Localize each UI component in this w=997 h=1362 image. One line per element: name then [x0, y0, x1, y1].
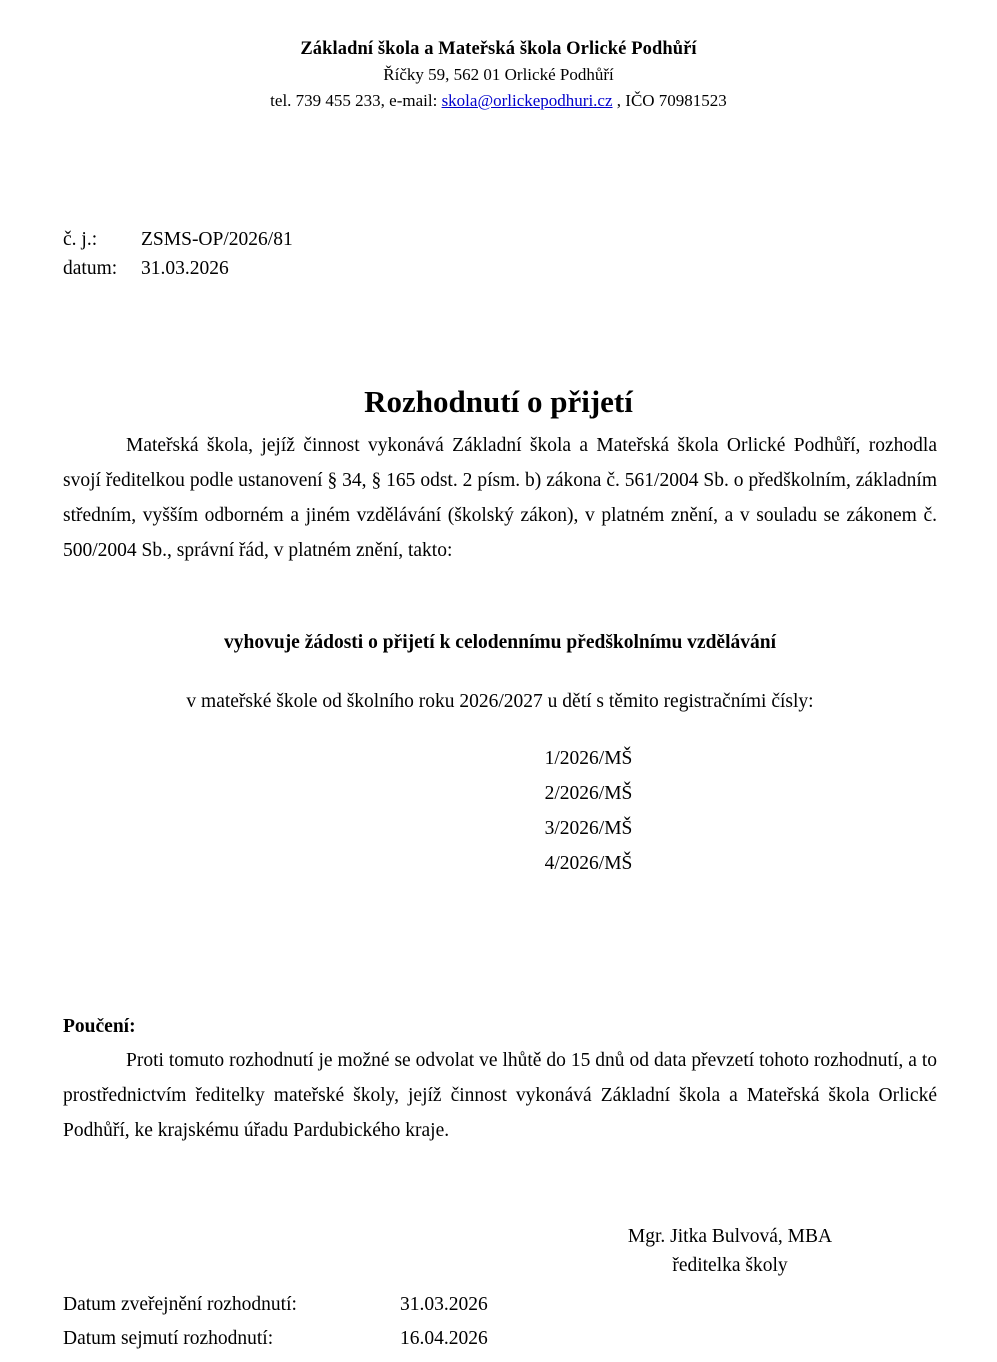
signature-block: [500, 1222, 960, 1280]
footer-dates: [63, 1288, 488, 1356]
publish-date-row: [63, 1288, 488, 1322]
file-number-label: č. j.:: [63, 229, 98, 250]
email-link[interactable]: skola@orlickepodhuri.cz: [441, 91, 613, 110]
date-row: [63, 254, 293, 283]
notice-paragraph: Proti tomuto rozhodnutí je možné se odvolat ve lhůtě do 15 dnů od data převzetí tohoto rozhodnutí, a to prostřednictvím ředitelky mateřské školy, jejíž činnost vykonává Základní škola a Mateřská škola Orlické Podhůří, ke krajskému úřadu Pardubického kraje.: [63, 1050, 937, 1141]
list-item: 1/2026/MŠ: [544, 748, 633, 769]
contact-suffix-text: , IČO 70981523: [612, 91, 727, 110]
date-label: datum:: [63, 258, 118, 279]
decision-paragraph: Mateřská škola, jejíž činnost vykonává Základní škola a Mateřská škola Orlické Podhůří, rozhodla svojí ředitelkou podle ustanovení § 34, § 165 odst. 2 písm. b) zákona č. 561/2004 Sb. o předškolním, základním středním, vyšším odborném a jiném vzdělávání (školský zákon), v platném znění, a v souladu se zákonem č. 500/2004 Sb., správní řád, v platném znění, takto:: [63, 435, 937, 561]
file-number-row: [63, 225, 293, 254]
notice-heading: Poučení:: [63, 1016, 136, 1037]
publish-date-value: 31.03.2026: [400, 1294, 488, 1315]
removal-date-label: Datum sejmutí rozhodnutí:: [63, 1328, 274, 1349]
decision-subline: v mateřské škole od školního roku 2026/2027 u dětí s těmito registračními čísly:: [186, 691, 814, 712]
notice-body: [63, 1043, 937, 1148]
signatory-name: Mgr. Jitka Bulvová, MBA: [627, 1226, 833, 1247]
reference-block: [63, 225, 293, 283]
list-item: 2/2026/MŠ: [544, 783, 633, 804]
file-number-value: ZSMS-OP/2026/81: [141, 229, 293, 250]
school-address: Říčky 59, 562 01 Orlické Podhůří: [383, 65, 614, 84]
contact-prefix-text: tel. 739 455 233, e-mail:: [270, 91, 442, 110]
list-item: 4/2026/MŠ: [544, 853, 633, 874]
school-name: Základní škola a Mateřská škola Orlické Podhůří: [300, 39, 697, 59]
registration-number-list: [0, 741, 997, 881]
removal-date-value: 16.04.2026: [400, 1328, 488, 1349]
school-contact-line: [0, 88, 997, 114]
letterhead: [0, 36, 997, 114]
removal-date-row: [63, 1322, 488, 1356]
decision-statement: vyhovuje žádosti o přijetí k celodennímu předškolnímu vzdělávání: [224, 632, 776, 653]
signatory-role: ředitelka školy: [672, 1255, 788, 1276]
publish-date-label: Datum zveřejnění rozhodnutí:: [63, 1294, 297, 1315]
list-item: 3/2026/MŠ: [544, 818, 633, 839]
date-value: 31.03.2026: [141, 258, 229, 279]
decision-body: [63, 428, 937, 568]
page-title: Rozhodnutí o přijetí: [364, 383, 633, 419]
